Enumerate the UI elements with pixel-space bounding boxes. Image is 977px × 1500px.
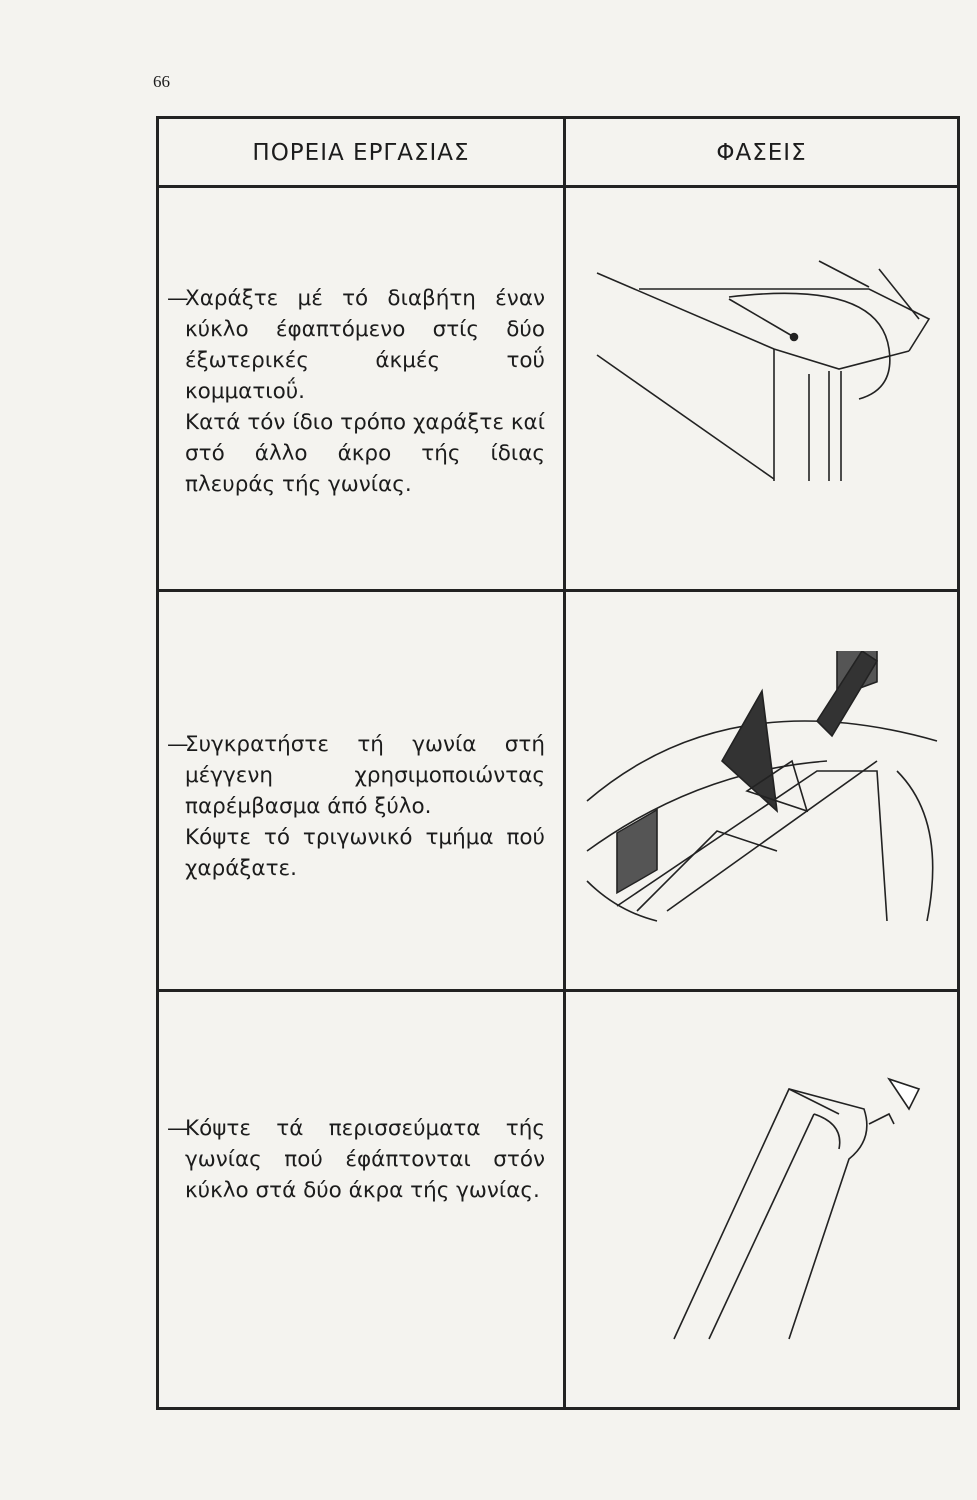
step-1-text	[167, 283, 545, 500]
step-1-line-2: Κατά τόν ίδιο τρόπο χαράξτε καί στό άλλο άκρο τής ίδιας πλευράς τής γωνίας.	[185, 410, 545, 497]
column-divider	[563, 119, 566, 1407]
rounded-corner-trim-drawing	[589, 1069, 939, 1349]
header-phases: ΦΑΣΕΙΣ	[716, 140, 807, 166]
step-3-line-1: Κόψτε τά περισσεύματα τής γωνίας πού έφάπτονται στόν κύκλο στά δύο άκρα τής γωνίας.	[185, 1116, 545, 1203]
step-1-dash: —	[167, 286, 189, 311]
vise-cutting-drawing	[577, 651, 952, 941]
step-1-line-1: Χαράξτε μέ τό διαβήτη έναν κύκλο έφαπτόμενο στίς δύο έξωτερικές άκμές τοΰ κομματιοΰ.	[185, 286, 545, 404]
page-number: 66	[153, 72, 170, 91]
row-divider-2	[159, 989, 957, 992]
header-procedure: ΠΟΡΕΙΑ ΕΡΓΑΣΙΑΣ	[252, 140, 470, 166]
worksheet-table	[156, 116, 960, 1410]
step-2-line-1: Συγκρατήστε τή γωνία στή μέγγενη χρησιμοποιώντας παρέμβασμα άπό ξύλο.	[185, 732, 545, 819]
corner-arc-marking-drawing	[579, 259, 949, 499]
step-2-dash: —	[167, 732, 189, 757]
step-3-text	[167, 1113, 545, 1206]
step-2-text	[167, 729, 545, 884]
step-2-line-2: Κόψτε τό τριγωνικό τμήμα πού χαράξατε.	[185, 825, 545, 881]
row-divider-1	[159, 589, 957, 592]
step-3-dash: —	[167, 1116, 189, 1141]
